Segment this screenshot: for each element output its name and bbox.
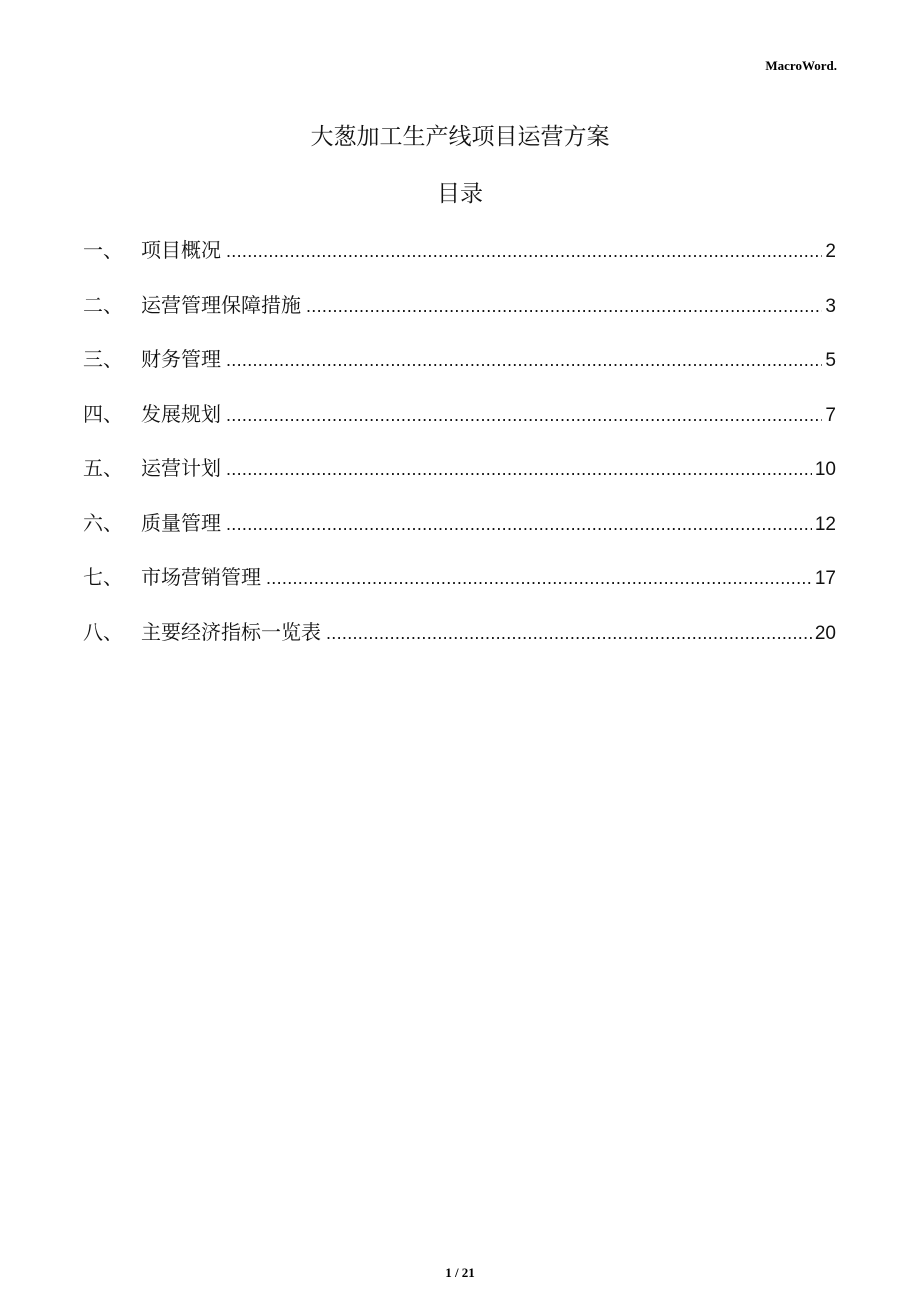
toc-entry[interactable]: [83, 560, 836, 615]
toc-entry-title[interactable]: 财务管理: [141, 347, 221, 371]
toc-entry-number: 七、: [83, 565, 123, 589]
toc-entry-title[interactable]: 运营计划: [141, 456, 221, 480]
toc-heading: 目录: [437, 181, 483, 207]
toc-entry-page[interactable]: 5: [825, 350, 836, 371]
toc-entry-number: 一、: [83, 238, 123, 262]
toc-entry-title[interactable]: 项目概况: [141, 238, 221, 262]
toc-entry-page[interactable]: 12: [814, 513, 836, 535]
table-of-contents: [83, 233, 836, 669]
toc-entry[interactable]: [83, 342, 836, 397]
toc-entry-number: 五、: [83, 456, 123, 480]
toc-entry[interactable]: [83, 288, 836, 343]
toc-entry[interactable]: [83, 451, 836, 506]
toc-dot-leader: [226, 234, 822, 268]
toc-entry-page[interactable]: 2: [825, 241, 836, 262]
toc-entry-page[interactable]: 20: [814, 622, 836, 644]
toc-dot-leader: [226, 398, 822, 432]
toc-dot-leader: [266, 561, 812, 595]
header-brand: MacroWord.: [765, 58, 837, 73]
toc-entry-number: 二、: [83, 292, 123, 317]
toc-entry[interactable]: [83, 506, 836, 561]
toc-entry-title[interactable]: 质量管理: [141, 510, 221, 535]
toc-dot-leader: [326, 616, 812, 650]
toc-entry[interactable]: [83, 233, 836, 288]
page-indicator: 1 / 21: [445, 1265, 475, 1280]
toc-entry-number: 六、: [83, 510, 123, 535]
toc-entry-number: 八、: [83, 619, 123, 644]
toc-entry[interactable]: [83, 397, 836, 452]
toc-dot-leader: [306, 289, 822, 323]
toc-entry-number: 三、: [83, 347, 123, 371]
toc-entry-page[interactable]: 7: [825, 404, 836, 426]
toc-dot-leader: [226, 452, 812, 486]
toc-entry-title[interactable]: 市场营销管理: [141, 565, 261, 589]
toc-entry[interactable]: [83, 615, 836, 670]
toc-dot-leader: [226, 507, 812, 541]
toc-entry-title[interactable]: 发展规划: [141, 401, 221, 426]
toc-entry-title[interactable]: 运营管理保障措施: [141, 292, 301, 317]
toc-entry-page[interactable]: 10: [814, 459, 836, 480]
toc-dot-leader: [226, 343, 822, 377]
toc-entry-number: 四、: [83, 401, 123, 426]
document-title: 大葱加工生产线项目运营方案: [310, 124, 610, 150]
toc-entry-page[interactable]: 17: [814, 568, 836, 589]
toc-entry-title[interactable]: 主要经济指标一览表: [141, 619, 321, 644]
toc-entry-page[interactable]: 3: [825, 295, 836, 317]
